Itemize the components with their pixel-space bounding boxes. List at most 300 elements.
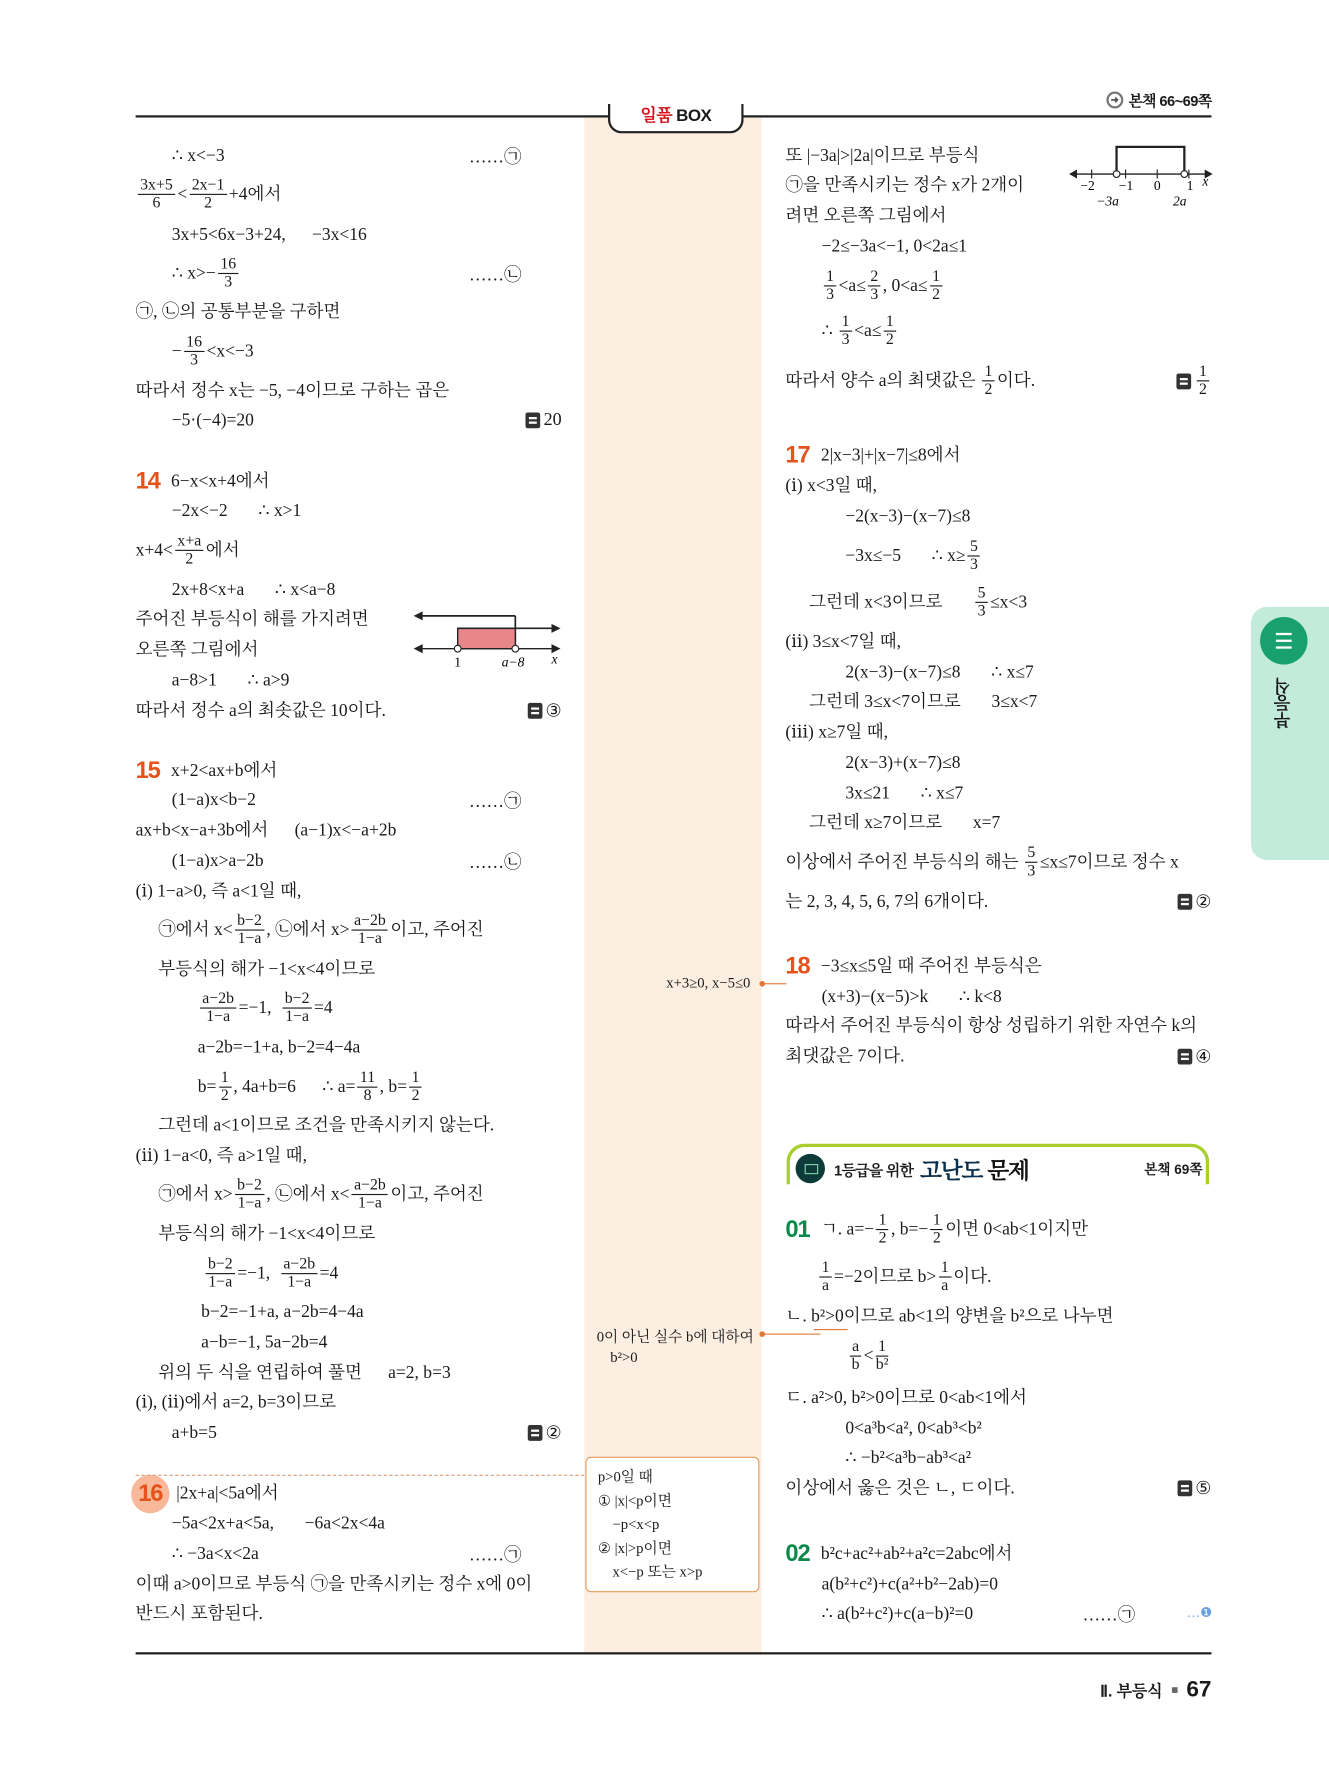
math-text: (ⅲ) x≥7일 때, [785,722,889,742]
answer-icon [527,703,542,719]
math-text: ㄴ. b²>0이므로 ab<1의 양변을 b²으로 나누면 [785,1306,1114,1327]
fraction [930,268,942,303]
section-subtitle: 1등급을 위한 [834,1161,914,1179]
numerator: 1 [930,268,942,286]
denominator: 1−a [206,1008,231,1026]
solution-line [136,1575,533,1594]
numerator: 1 [1197,363,1209,381]
answer-value: ③ [545,701,562,722]
solution-line [785,1479,1014,1498]
fraction [352,913,388,948]
fraction [138,177,175,212]
numerator: a−2b [352,913,388,931]
chapter-tab-label: 부등식 [1273,678,1293,729]
tip-line: x<−p 또는 x>p [597,1562,703,1580]
box-title [608,104,744,133]
point-label: −3a [1096,193,1119,209]
solution-line [785,1212,1088,1247]
tip-line: ② |x|>p이면 [597,1539,672,1557]
numerator: 5 [975,585,987,603]
denominator: 2 [984,381,993,399]
solution-line [785,442,960,468]
answer-value: ② [1195,892,1212,912]
equation-marker: ……㉠ [468,1545,522,1566]
math-text: =−1, [238,998,281,1018]
solution-line [809,692,1037,711]
math-text: ax+b<x−a+3b에서 (a−1)x<−a+2b [135,820,397,841]
numerator: a−2b [200,991,236,1009]
math-text: ∴ −3a<x<2a [171,1544,259,1564]
fraction [876,1339,889,1374]
closed-point [1181,171,1188,178]
math-text: , b=− [891,1219,929,1240]
denominator: 3 [977,602,986,620]
denominator: 1−a [237,930,262,948]
math-text: 6−x<x+4에서 [171,471,270,491]
fraction [175,533,203,568]
solution-line [158,1224,375,1243]
math-text: 이다. [996,371,1036,391]
math-text: ∴ x<−3 [171,146,225,166]
math-text: 에서 [205,540,240,560]
answer [1177,1045,1211,1068]
solution-line [136,1604,263,1623]
solution-line [822,237,967,256]
solution-line [136,1475,279,1513]
denominator: 1−a [208,1274,233,1292]
solution-line [172,334,254,369]
math-text: (1−a)x<b−2 [171,790,256,810]
denominator: 2 [932,1230,941,1248]
numerator: 1 [931,1212,943,1230]
axis-arrow-left [1069,170,1077,179]
denominator: 3 [870,286,879,304]
math-text: 이때 a>0이므로 부등식 ㉠을 만족시키는 정수 x에 0이 [135,1574,533,1594]
math-text: ㉠, ㉡의 공통부분을 구하면 [135,302,341,322]
fraction [409,1070,421,1105]
math-text: (1−a)x>a−2b [171,851,264,871]
denominator: 2 [885,331,894,349]
connector-line [764,1334,821,1335]
math-text: , b= [379,1077,408,1097]
solution-line [136,533,240,568]
math-text: b²c+ac²+ab²+a²c=2abc에서 [820,1544,1013,1564]
side-note-18: x+3≥0, x−5≤0 [666,974,751,992]
math-text: 따라서 주어진 부등식이 항상 성립하기 위한 자연수 k의 [785,1016,1198,1036]
math-text: 이고, 주어진 [390,1184,484,1205]
solution-line [158,913,484,948]
point-label: 2a [1173,193,1187,209]
math-text: |2x+a|<5a에서 [176,1484,279,1504]
math-text: 이다. [953,1267,992,1287]
answer-icon [1177,1049,1192,1065]
section-title [920,1152,1029,1185]
solution-line [172,1514,385,1533]
math-text: ㉠을 만족시키는 정수 x가 2개이 [785,175,1025,195]
solution-line [198,1070,424,1105]
fraction [876,1212,888,1247]
math-text: ㉠에서 x< [158,920,233,940]
numerator: 5 [968,538,980,556]
tip-box [585,1457,759,1593]
solution-line [136,821,397,840]
page-reference-text: 본책 66~69쪽 [1128,92,1212,110]
denominator: 2 [185,550,194,568]
math-text: x+4< [135,540,173,560]
math-text: 부등식의 해가 −1<x<4이므로 [158,1224,376,1244]
solution-line [845,663,1033,682]
fraction [282,991,311,1026]
equation-marker: ……㉠ [468,792,522,812]
problem-number: 01 [785,1216,810,1243]
fraction [884,314,896,349]
denominator: 2 [878,1230,887,1248]
answer-icon [525,412,540,428]
math-text: < [863,1346,874,1366]
math-text: 3x+5<6x−3+24, −3x<16 [171,225,367,245]
equation-marker: ……㉡ [468,853,522,873]
denominator: 3 [1027,862,1036,880]
math-text: a−2b=−1+a, b−2=4−4a [197,1037,361,1058]
problem-number: 15 [135,757,160,784]
math-text: 부등식의 해가 −1<x<4이므로 [158,959,376,980]
solution-line [172,1544,259,1563]
open-point [454,645,461,652]
denominator: 1−a [358,930,382,948]
solution-line [809,813,1000,832]
solution-line [172,256,241,291]
math-text: <x<−3 [206,341,254,362]
solution-line [158,1363,451,1382]
numerator: 1 [824,268,836,286]
numerator: 1 [839,314,851,332]
section-page-ref: 본책 69쪽 [1144,1161,1203,1177]
denominator: 8 [363,1087,372,1105]
solution-line [136,610,369,629]
solution-line [845,753,960,772]
answer [1177,891,1211,914]
fraction [1025,845,1037,880]
underline-mark [814,1329,848,1330]
math-text: ∴ a(b²+c²)+c(a−b)²=0 [821,1604,974,1624]
solution-line [848,1339,891,1374]
fraction [219,1070,231,1105]
math-text: 이상에서 주어진 부등식의 해는 [785,852,1023,872]
solution-line [785,476,877,495]
math-text: ∴ [821,321,838,341]
solution-line [785,953,1041,979]
numerator: 1 [884,314,896,332]
numerator: a−2b [352,1177,388,1195]
math-text: 그런데 x<3이므로 [809,592,974,612]
denominator: 6 [152,194,161,212]
solution-line [136,640,259,659]
math-text: 그런데 x≥7이므로 x=7 [809,813,1001,833]
math-text: ∴ x>− [171,263,216,284]
math-text: −5a<2x+a<5a, −6a<2x<4a [171,1513,385,1533]
solution-line [785,1388,1027,1407]
answer [527,1422,561,1445]
solution-line [809,585,1027,620]
fraction [982,363,994,398]
denominator: 3 [841,331,850,349]
answer-icon [527,1425,542,1441]
math-text: 위의 두 식을 연립하여 풀면 a=2, b=3 [158,1363,451,1383]
connector-line [764,983,787,984]
solution-line [845,784,963,803]
numerator: b−2 [235,1177,264,1195]
denominator: 1−a [237,1195,262,1213]
solution-line [136,882,302,901]
numerator: 1 [876,1212,888,1230]
math-text: < [177,184,188,204]
fraction [868,268,880,303]
solution-line [201,1333,327,1352]
solution-line [785,1016,1197,1035]
answer-value: ④ [1195,1047,1212,1067]
tip-line: −p<x<p [597,1515,660,1533]
math-text: , ㉡에서 x> [266,920,350,940]
math-text: 최댓값은 7이다. [785,1047,905,1067]
math-text: 0<a³b<a², 0<ab³<b² [845,1418,982,1439]
math-text: −2x<−2 ∴ x>1 [171,501,302,521]
fraction [931,1212,943,1247]
solution-line [201,1302,364,1321]
section-title-rest: 문제 [982,1158,1029,1184]
solution-line [785,206,946,225]
math-text: <a≤ [854,321,882,341]
math-text: 오른쪽 그림에서 [135,640,259,660]
problem-number: 18 [785,953,810,980]
numerator: a [850,1339,862,1357]
math-text: −5·(−4)=20 [171,410,254,430]
fraction [975,585,987,620]
separator-square [1172,1687,1178,1693]
solution-line [785,723,888,742]
denominator: 2 [411,1087,420,1105]
answer [527,700,561,723]
math-text: =4 [319,1263,339,1284]
math-text: a−8>1 ∴ a>9 [171,670,290,690]
fraction [352,1177,388,1212]
fraction [218,256,238,291]
denominator: 2 [220,1087,229,1105]
arrow-left [414,611,423,620]
math-text: 주어진 부등식이 해를 가지려면 [135,609,369,629]
numerator: 5 [1025,845,1037,863]
section-title-highlight: 고난도 [920,1158,983,1184]
denominator: a [822,1277,830,1295]
equation-marker: ……㉠ [468,148,522,168]
fraction [839,314,851,349]
math-text: (ⅰ) x<3일 때, [785,476,878,496]
solution-line [845,1419,981,1438]
solution-line [785,1307,1113,1326]
solution-line [136,177,282,212]
fraction [281,1256,317,1291]
solution-line [845,507,970,526]
problem-number: 17 [785,442,810,469]
answer-value: ② [545,1423,562,1444]
math-text: ㄱ. a=− [820,1219,875,1240]
solution-line [845,1448,971,1467]
solution-line [822,1604,974,1623]
solution-line [198,991,333,1026]
numerator: 1 [939,1259,951,1277]
solution-line [822,987,1002,1006]
math-text: (ⅰ) 1−a>0, 즉 a<1일 때, [135,882,302,902]
solution-line [172,580,336,599]
solution-line [158,1177,484,1212]
footer [1100,1677,1211,1703]
answer-icon [1176,373,1191,389]
numerator: x+a [175,533,203,551]
math-text: b= [197,1077,217,1097]
section-header [796,1150,1203,1186]
box-title-text: BOX [672,106,712,126]
problem-number: 14 [135,468,160,495]
math-text: =−2이므로 b> [834,1267,937,1287]
math-text: , 0<a≤ [882,276,928,296]
math-text: ㄷ. a²>0, b²>0이므로 0<ab<1에서 [785,1388,1027,1408]
side-note-01: 0이 아닌 실수 b에 대하여 [596,1327,754,1345]
arrow-right [551,624,560,633]
page-reference [1106,89,1211,110]
tick-label: a−8 [501,654,525,670]
math-text: 반드시 포함된다. [135,1604,263,1624]
math-text: 따라서 정수 x는 −5, −4이므로 구하는 곱은 [135,381,450,401]
fraction [968,538,980,573]
solution-line [785,892,988,911]
numerator: 11 [358,1070,378,1088]
solution-line [172,501,301,520]
math-text: 이면 0<ab<1이지만 [945,1219,1089,1240]
tip-line: ① |x|<p이면 [597,1491,672,1509]
fraction [235,913,264,948]
equation-marker: ……㉡ [468,265,522,285]
problem-number: 16 [131,1475,169,1513]
denominator: b [851,1356,860,1374]
math-text: 려면 오른쪽 그림에서 [785,206,947,226]
axis-label: x [551,651,558,667]
open-point [512,645,519,652]
denominator: 3 [970,556,978,574]
math-text: =−1, [237,1263,279,1284]
solution-line [172,146,225,165]
math-text: , ㉡에서 x< [266,1184,350,1205]
answer-icon [1177,894,1192,910]
solution-line [785,363,1035,398]
footer-chapter: Ⅱ. 부등식 [1100,1681,1163,1700]
tick-label: 0 [1153,177,1161,193]
numerator: 1 [819,1259,831,1277]
answer-value: ⑤ [1195,1479,1212,1499]
solution-line [136,302,341,321]
solution-line [136,1146,307,1165]
fraction [206,1256,235,1291]
math-text: −3x≤−5 ∴ x≥ [845,546,966,566]
divider [136,1475,585,1476]
denominator: b² [875,1356,889,1374]
number-line-figure-14 [409,605,567,673]
math-text: ≤x≤7이므로 정수 x [1039,852,1179,872]
tick-label: 1 [1186,177,1194,193]
solution-line [822,1575,998,1594]
solution-line [785,845,1178,880]
math-text: ∴ −b²<a³b−ab³<a² [845,1448,971,1468]
solution-line [172,411,254,430]
solution-line [198,1038,361,1057]
math-text: (ⅱ) 3≤x<7일 때, [785,632,902,652]
solution-line [203,1256,338,1291]
math-text: 그런데 3≤x<7이므로 3≤x<7 [809,692,1038,712]
solution-line [785,146,979,165]
problem-number: 02 [785,1540,810,1567]
math-text: a(b²+c²)+c(a²+b²−2ab)=0 [821,1574,998,1594]
numerator: b−2 [206,1256,235,1274]
numerator: b−2 [282,991,311,1009]
solution-line [785,632,901,651]
step-marker: …❶ [1186,1604,1213,1621]
math-text: x+2<ax+b에서 [171,761,278,781]
solution-line [817,1259,991,1294]
numerator: 16 [218,256,238,274]
denominator: 1−a [285,1008,310,1026]
answer-icon [1177,1480,1192,1496]
common-region [458,628,516,648]
tick-label: 1 [454,654,462,670]
solution-line [822,268,945,303]
fraction [824,268,836,303]
side-note-01-formula: b²>0 [610,1348,638,1366]
math-text: − [171,341,182,362]
section-icon [796,1154,825,1183]
fraction [200,991,236,1026]
numerator: 1 [219,1070,231,1088]
math-text: +4에서 [228,184,282,204]
math-text: ㉠에서 x> [158,1184,233,1205]
solution-line [172,852,264,871]
fraction [189,177,226,212]
fraction [939,1259,951,1294]
solution-line [136,701,386,720]
math-text: 또 |−3a|>|2a|이므로 부등식 [785,146,980,166]
solution-line [136,1393,336,1412]
math-text: −3≤x≤5일 때 주어진 부등식은 [820,956,1042,976]
answer-value: 20 [543,410,562,430]
solution-line [172,225,367,244]
numerator: 1 [409,1070,421,1088]
page-number: 67 [1186,1677,1212,1702]
math-text: 3x≤21 ∴ x≤7 [845,783,964,803]
denominator: 3 [224,274,233,292]
fraction [358,1070,378,1105]
math-text: =4 [314,998,333,1018]
solution-line [136,381,450,400]
math-text: <a≤ [838,276,866,296]
open-point [1113,171,1120,178]
math-text: b−2=−1+a, a−2b=4−4a [201,1302,364,1322]
numerator: 1 [876,1339,888,1357]
solution-line [172,671,290,690]
denominator: 1−a [358,1195,382,1213]
book-icon [1260,617,1307,664]
math-text: 따라서 양수 a의 최댓값은 [785,371,980,391]
answer [1177,1477,1211,1500]
math-text: (x+3)−(x−5)>k ∴ k<8 [821,987,1002,1007]
solution-line [785,176,1024,195]
math-text: 2|x−3|+|x−7|≤8에서 [820,445,961,466]
